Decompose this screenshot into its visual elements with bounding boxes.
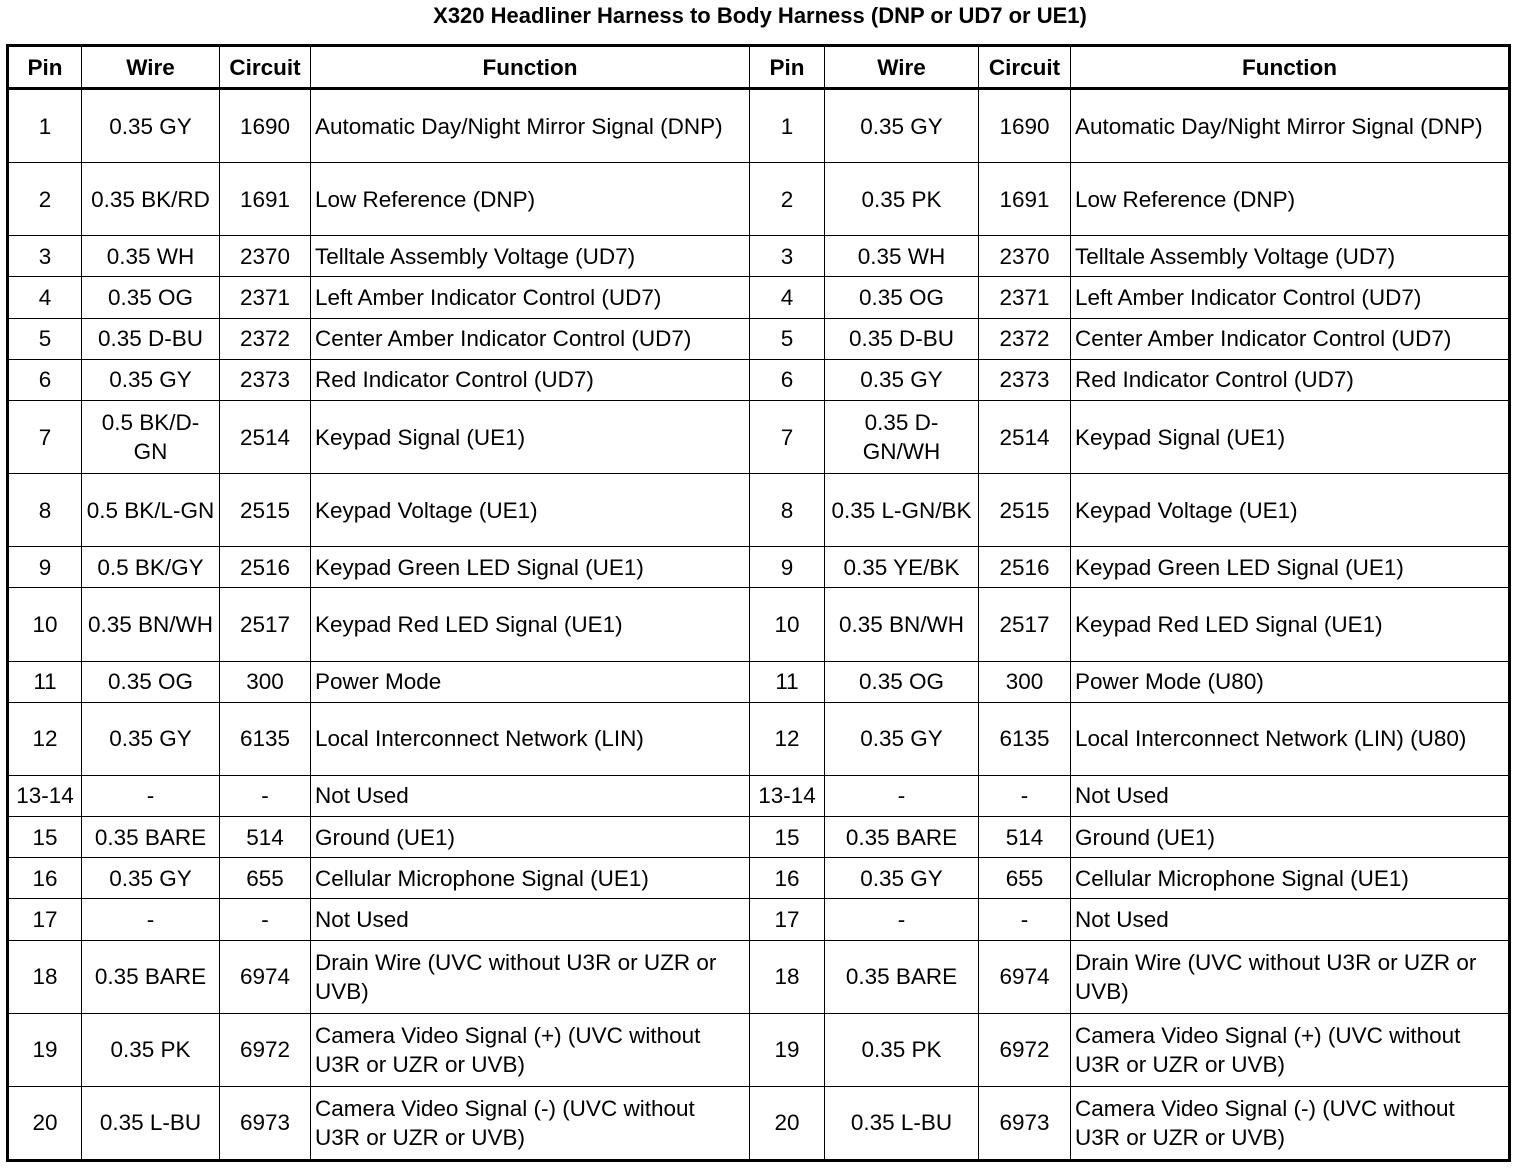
left-function-cell: Keypad Green LED Signal (UE1) (311, 547, 750, 588)
right-wire-cell: - (825, 899, 979, 940)
left-wire-cell: 0.35 BARE (82, 940, 220, 1013)
left-function-cell: Keypad Signal (UE1) (311, 401, 750, 474)
left-wire-cell: 0.35 GY (82, 89, 220, 163)
table-row (8, 401, 1510, 474)
table-row (8, 858, 1510, 899)
right-circuit-cell: 655 (979, 858, 1071, 899)
right-pin-cell: 3 (750, 236, 825, 277)
left-pin-cell: 1 (8, 89, 82, 163)
header-wire: Wire (825, 46, 979, 89)
right-function-cell: Telltale Assembly Voltage (UD7) (1071, 236, 1510, 277)
right-circuit-cell: 6972 (979, 1013, 1071, 1086)
left-pin-cell: 19 (8, 1013, 82, 1086)
left-wire-cell: 0.35 OG (82, 277, 220, 318)
left-circuit-cell: 2372 (220, 318, 311, 359)
right-function-cell: Not Used (1071, 899, 1510, 940)
left-pin-cell: 4 (8, 277, 82, 318)
right-circuit-cell: 1690 (979, 89, 1071, 163)
table-row (8, 1086, 1510, 1160)
right-pin-cell: 4 (750, 277, 825, 318)
left-circuit-cell: 514 (220, 817, 311, 858)
left-circuit-cell: 1691 (220, 163, 311, 236)
left-function-cell: Automatic Day/Night Mirror Signal (DNP) (311, 89, 750, 163)
right-wire-cell: 0.35 BARE (825, 817, 979, 858)
left-wire-cell: 0.35 GY (82, 858, 220, 899)
right-circuit-cell: 2516 (979, 547, 1071, 588)
left-function-cell: Not Used (311, 775, 750, 816)
left-pin-cell: 8 (8, 474, 82, 547)
table-row (8, 547, 1510, 588)
left-wire-cell: 0.5 BK/D-GN (82, 401, 220, 474)
left-function-cell: Low Reference (DNP) (311, 163, 750, 236)
left-circuit-cell: 2371 (220, 277, 311, 318)
left-wire-cell: 0.5 BK/L-GN (82, 474, 220, 547)
left-pin-cell: 6 (8, 359, 82, 400)
right-function-cell: Camera Video Signal (+) (UVC without U3R or UZR or UVB) (1071, 1013, 1510, 1086)
table-row (8, 163, 1510, 236)
right-function-cell: Not Used (1071, 775, 1510, 816)
left-wire-cell: 0.35 OG (82, 661, 220, 702)
left-function-cell: Local Interconnect Network (LIN) (311, 702, 750, 775)
right-pin-cell: 16 (750, 858, 825, 899)
table-row (8, 359, 1510, 400)
table-row (8, 775, 1510, 816)
left-circuit-cell: 6973 (220, 1086, 311, 1160)
table-row (8, 1013, 1510, 1086)
table-row (8, 318, 1510, 359)
left-wire-cell: - (82, 775, 220, 816)
right-pin-cell: 17 (750, 899, 825, 940)
left-function-cell: Red Indicator Control (UD7) (311, 359, 750, 400)
left-wire-cell: 0.35 BN/WH (82, 588, 220, 661)
right-function-cell: Automatic Day/Night Mirror Signal (DNP) (1071, 89, 1510, 163)
right-wire-cell: 0.35 GY (825, 858, 979, 899)
right-circuit-cell: 2370 (979, 236, 1071, 277)
left-circuit-cell: 2516 (220, 547, 311, 588)
left-pin-cell: 13-14 (8, 775, 82, 816)
table-row (8, 588, 1510, 661)
left-circuit-cell: 2514 (220, 401, 311, 474)
left-function-cell: Telltale Assembly Voltage (UD7) (311, 236, 750, 277)
right-circuit-cell: - (979, 775, 1071, 816)
right-pin-cell: 18 (750, 940, 825, 1013)
right-wire-cell: 0.35 WH (825, 236, 979, 277)
left-function-cell: Camera Video Signal (+) (UVC without U3R or UZR or UVB) (311, 1013, 750, 1086)
right-function-cell: Keypad Voltage (UE1) (1071, 474, 1510, 547)
right-pin-cell: 5 (750, 318, 825, 359)
left-pin-cell: 2 (8, 163, 82, 236)
table-row (8, 236, 1510, 277)
right-wire-cell: 0.35 PK (825, 1013, 979, 1086)
header-function: Function (1071, 46, 1510, 89)
connector-pinout-table (6, 44, 1511, 1162)
table-row (8, 277, 1510, 318)
right-wire-cell: - (825, 775, 979, 816)
right-wire-cell: 0.35 GY (825, 702, 979, 775)
right-wire-cell: 0.35 PK (825, 163, 979, 236)
right-function-cell: Drain Wire (UVC without U3R or UZR or UVB) (1071, 940, 1510, 1013)
right-wire-cell: 0.35 BN/WH (825, 588, 979, 661)
right-circuit-cell: 2373 (979, 359, 1071, 400)
right-pin-cell: 8 (750, 474, 825, 547)
left-pin-cell: 5 (8, 318, 82, 359)
table-row (8, 817, 1510, 858)
header-row (8, 46, 1510, 89)
left-function-cell: Camera Video Signal (-) (UVC without U3R or UZR or UVB) (311, 1086, 750, 1160)
table-row (8, 899, 1510, 940)
left-circuit-cell: 655 (220, 858, 311, 899)
table-row (8, 940, 1510, 1013)
left-wire-cell: 0.35 PK (82, 1013, 220, 1086)
left-pin-cell: 16 (8, 858, 82, 899)
left-wire-cell: - (82, 899, 220, 940)
table-row (8, 474, 1510, 547)
right-circuit-cell: 1691 (979, 163, 1071, 236)
right-function-cell: Ground (UE1) (1071, 817, 1510, 858)
right-function-cell: Red Indicator Control (UD7) (1071, 359, 1510, 400)
left-circuit-cell: - (220, 899, 311, 940)
left-pin-cell: 18 (8, 940, 82, 1013)
right-circuit-cell: 6974 (979, 940, 1071, 1013)
left-wire-cell: 0.5 BK/GY (82, 547, 220, 588)
left-function-cell: Center Amber Indicator Control (UD7) (311, 318, 750, 359)
right-wire-cell: 0.35 D-BU (825, 318, 979, 359)
table-row (8, 661, 1510, 702)
left-pin-cell: 10 (8, 588, 82, 661)
left-wire-cell: 0.35 BARE (82, 817, 220, 858)
left-circuit-cell: 6974 (220, 940, 311, 1013)
right-function-cell: Center Amber Indicator Control (UD7) (1071, 318, 1510, 359)
right-wire-cell: 0.35 L-GN/BK (825, 474, 979, 547)
left-wire-cell: 0.35 GY (82, 702, 220, 775)
header-wire: Wire (82, 46, 220, 89)
left-function-cell: Keypad Voltage (UE1) (311, 474, 750, 547)
left-wire-cell: 0.35 D-BU (82, 318, 220, 359)
left-pin-cell: 15 (8, 817, 82, 858)
left-circuit-cell: 300 (220, 661, 311, 702)
left-pin-cell: 3 (8, 236, 82, 277)
left-function-cell: Left Amber Indicator Control (UD7) (311, 277, 750, 318)
left-circuit-cell: 2373 (220, 359, 311, 400)
left-function-cell: Ground (UE1) (311, 817, 750, 858)
right-circuit-cell: - (979, 899, 1071, 940)
right-pin-cell: 20 (750, 1086, 825, 1160)
left-circuit-cell: 2515 (220, 474, 311, 547)
right-circuit-cell: 300 (979, 661, 1071, 702)
right-pin-cell: 2 (750, 163, 825, 236)
right-pin-cell: 6 (750, 359, 825, 400)
right-circuit-cell: 2514 (979, 401, 1071, 474)
left-function-cell: Drain Wire (UVC without U3R or UZR or UVB) (311, 940, 750, 1013)
right-wire-cell: 0.35 OG (825, 277, 979, 318)
header-function: Function (311, 46, 750, 89)
right-pin-cell: 9 (750, 547, 825, 588)
left-pin-cell: 9 (8, 547, 82, 588)
right-pin-cell: 19 (750, 1013, 825, 1086)
right-function-cell: Cellular Microphone Signal (UE1) (1071, 858, 1510, 899)
left-function-cell: Keypad Red LED Signal (UE1) (311, 588, 750, 661)
right-wire-cell: 0.35 OG (825, 661, 979, 702)
right-circuit-cell: 2372 (979, 318, 1071, 359)
left-pin-cell: 20 (8, 1086, 82, 1160)
right-pin-cell: 1 (750, 89, 825, 163)
right-circuit-cell: 6973 (979, 1086, 1071, 1160)
left-pin-cell: 17 (8, 899, 82, 940)
right-pin-cell: 15 (750, 817, 825, 858)
left-circuit-cell: 6972 (220, 1013, 311, 1086)
document-title: X320 Headliner Harness to Body Harness (DNP or UD7 or UE1) (433, 3, 1087, 28)
left-circuit-cell: 1690 (220, 89, 311, 163)
header-circuit: Circuit (979, 46, 1071, 89)
left-circuit-cell: 2517 (220, 588, 311, 661)
header-pin: Pin (8, 46, 82, 89)
right-circuit-cell: 2517 (979, 588, 1071, 661)
right-pin-cell: 10 (750, 588, 825, 661)
left-wire-cell: 0.35 GY (82, 359, 220, 400)
header-pin: Pin (750, 46, 825, 89)
right-circuit-cell: 514 (979, 817, 1071, 858)
right-wire-cell: 0.35 GY (825, 89, 979, 163)
right-function-cell: Low Reference (DNP) (1071, 163, 1510, 236)
left-function-cell: Not Used (311, 899, 750, 940)
left-wire-cell: 0.35 L-BU (82, 1086, 220, 1160)
table-row (8, 702, 1510, 775)
right-pin-cell: 7 (750, 401, 825, 474)
left-circuit-cell: - (220, 775, 311, 816)
right-function-cell: Keypad Red LED Signal (UE1) (1071, 588, 1510, 661)
right-pin-cell: 12 (750, 702, 825, 775)
right-wire-cell: 0.35 BARE (825, 940, 979, 1013)
left-pin-cell: 7 (8, 401, 82, 474)
right-wire-cell: 0.35 D-GN/WH (825, 401, 979, 474)
left-function-cell: Cellular Microphone Signal (UE1) (311, 858, 750, 899)
right-function-cell: Local Interconnect Network (LIN) (U80) (1071, 702, 1510, 775)
left-wire-cell: 0.35 WH (82, 236, 220, 277)
table-row (8, 89, 1510, 163)
right-pin-cell: 11 (750, 661, 825, 702)
header-circuit: Circuit (220, 46, 311, 89)
right-function-cell: Left Amber Indicator Control (UD7) (1071, 277, 1510, 318)
right-function-cell: Power Mode (U80) (1071, 661, 1510, 702)
right-circuit-cell: 6135 (979, 702, 1071, 775)
right-circuit-cell: 2371 (979, 277, 1071, 318)
right-function-cell: Camera Video Signal (-) (UVC without U3R or UZR or UVB) (1071, 1086, 1510, 1160)
left-function-cell: Power Mode (311, 661, 750, 702)
right-function-cell: Keypad Green LED Signal (UE1) (1071, 547, 1510, 588)
right-wire-cell: 0.35 GY (825, 359, 979, 400)
pinout-table-body (8, 89, 1510, 1161)
left-pin-cell: 12 (8, 702, 82, 775)
right-circuit-cell: 2515 (979, 474, 1071, 547)
right-function-cell: Keypad Signal (UE1) (1071, 401, 1510, 474)
right-pin-cell: 13-14 (750, 775, 825, 816)
right-wire-cell: 0.35 YE/BK (825, 547, 979, 588)
left-pin-cell: 11 (8, 661, 82, 702)
right-wire-cell: 0.35 L-BU (825, 1086, 979, 1160)
left-circuit-cell: 6135 (220, 702, 311, 775)
left-wire-cell: 0.35 BK/RD (82, 163, 220, 236)
left-circuit-cell: 2370 (220, 236, 311, 277)
